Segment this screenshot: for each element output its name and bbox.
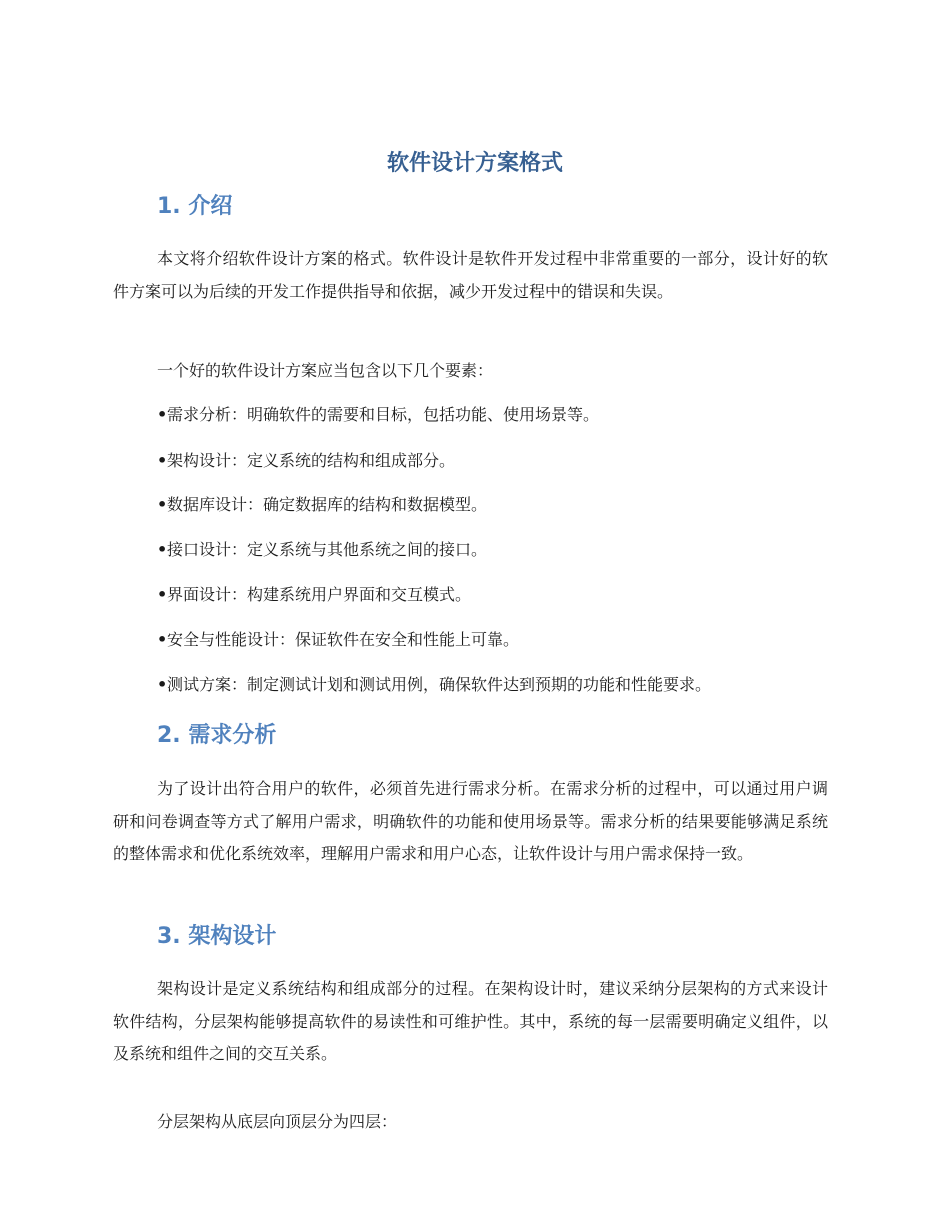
- list-item: [157, 628, 519, 652]
- list-item-text: 安全与性能设计：保证软件在安全和性能上可靠。: [167, 630, 520, 649]
- requirements-paragraph: 为了设计出符合用户的软件，必须首先进行需求分析。在需求分析的过程中，可以通过用户调研和问卷调查等方式了解用户需求，明确软件的功能和使用场景等。需求分析的结果要能够满足系统的整体需求和优化系统效率，理解用户需求和用户心态，让软件设计与用户需求保持一致。: [113, 779, 828, 863]
- intro-paragraph: 本文将介绍软件设计方案的格式。软件设计是软件开发过程中非常重要的一部分，设计好的软件方案可以为后续的开发工作提供指导和依据，减少开发过程中的错误和失误。: [113, 249, 828, 301]
- list-item-text: 接口设计：定义系统与其他系统之间的接口。: [167, 540, 488, 559]
- list-item-text: 数据库设计：确定数据库的结构和数据模型。: [167, 495, 488, 514]
- list-item-text: 界面设计：构建系统用户界面和交互模式。: [167, 585, 472, 604]
- list-item-text: 需求分析：明确软件的需要和目标，包括功能、使用场景等。: [167, 405, 600, 424]
- bullet-icon: •: [157, 585, 168, 604]
- list-item: [157, 538, 487, 562]
- list-item: [157, 449, 455, 473]
- list-item: [157, 493, 487, 517]
- section-heading-requirements: 2. 需求分析: [157, 723, 277, 748]
- list-item: [157, 673, 711, 697]
- bullet-icon: •: [157, 675, 168, 694]
- intro-lead-text: 一个好的软件设计方案应当包含以下几个要素：: [157, 361, 494, 380]
- section-heading-architecture: 3. 架构设计: [157, 924, 277, 949]
- list-item: [157, 583, 471, 607]
- list-item: [157, 403, 599, 427]
- bullet-icon: •: [157, 451, 168, 470]
- list-item-text: 架构设计：定义系统的结构和组成部分。: [167, 451, 456, 470]
- architecture-lead-text: 分层架构从底层向顶层分为四层：: [157, 1112, 398, 1131]
- architecture-paragraph: 架构设计是定义系统结构和组成部分的过程。在架构设计时，建议采纳分层架构的方式来设计软件结构，分层架构能够提高软件的易读性和可维护性。其中，系统的每一层需要明确定义组件，以及系统和组件之间的交互关系。: [113, 979, 828, 1063]
- bullet-icon: •: [157, 540, 168, 559]
- bullet-icon: •: [157, 630, 168, 649]
- document-title: 软件设计方案格式: [386, 151, 563, 176]
- bullet-icon: •: [157, 495, 168, 514]
- section-heading-introduction: 1. 介绍: [157, 194, 233, 219]
- bullet-icon: •: [157, 405, 168, 424]
- list-item-text: 测试方案：制定测试计划和测试用例，确保软件达到预期的功能和性能要求。: [167, 675, 712, 694]
